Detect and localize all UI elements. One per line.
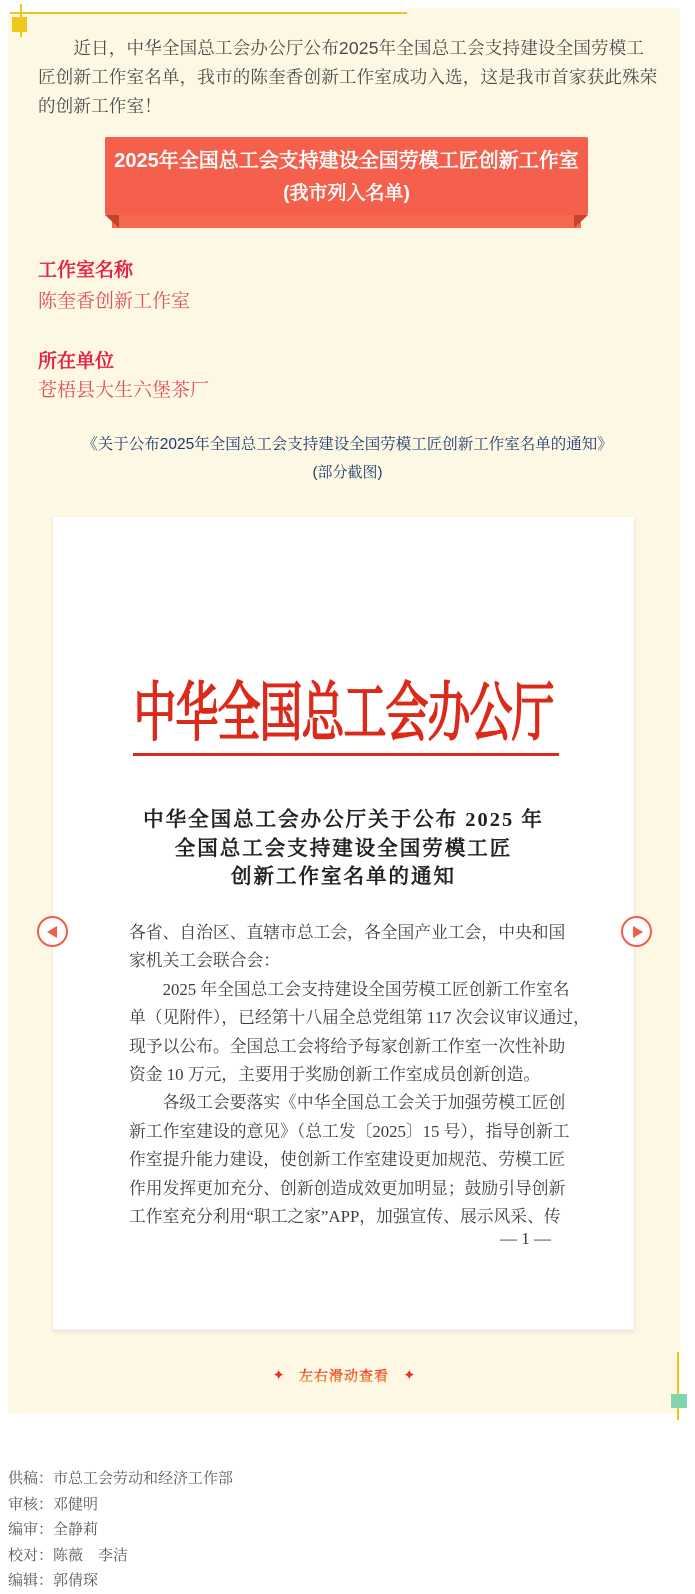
text-line: 家机关工会联合会： bbox=[129, 951, 281, 971]
page-number: — 1 — bbox=[500, 1229, 551, 1248]
diamond-icon-right: ✦ bbox=[403, 1367, 416, 1384]
text-line: 各省、自治区、直辖市总工会，各全国产业工会，中央和国 bbox=[129, 923, 566, 942]
banner-line-1: 2025年全国总工会支持建设全国劳模工匠创新工作室 bbox=[114, 149, 579, 172]
document-caption-title: 《关于公布2025年全国总工会支持建设全国劳模工匠创新工作室名单的通知》 bbox=[82, 436, 613, 453]
top-left-yellow-square bbox=[12, 17, 27, 32]
banner-ribbon-strip bbox=[112, 215, 581, 228]
unit-value: 苍梧县大生六堡茶厂 bbox=[38, 380, 210, 401]
next-button[interactable] bbox=[621, 916, 652, 947]
text-line: 近日，中华全国总工会办公厅公布2025年全国总工会支持建设全国劳模工 bbox=[38, 38, 645, 58]
unit-label: 所在单位 bbox=[38, 351, 115, 372]
document-masthead: 中华全国总工会办公厅 bbox=[133, 678, 554, 750]
workshop-name-label: 工作室名称 bbox=[38, 260, 134, 281]
text-line: 编审：全静莉 bbox=[8, 1521, 99, 1539]
footer-credits bbox=[8, 1466, 233, 1594]
banner-line-2: (我市列入名单) bbox=[283, 182, 410, 204]
top-left-horizontal-line bbox=[10, 12, 407, 14]
diamond-icon-left: ✦ bbox=[272, 1367, 285, 1384]
text-line: 资金 10 万元，主要用于奖励创新工作室成员创新创造。 bbox=[129, 1065, 541, 1085]
text-line: 匠创新工作室名单，我市的陈奎香创新工作室成功入选，这是我市首家获此殊荣 bbox=[38, 67, 658, 87]
document-masthead-wrap bbox=[53, 675, 634, 750]
left-arrow-icon bbox=[47, 926, 57, 938]
text-line: 现予以公布。全国总工会将给予每家创新工作室一次性补助 bbox=[129, 1036, 566, 1056]
swipe-hint-text: 左右滑动查看 bbox=[299, 1368, 389, 1384]
text-line: 审核：邓健明 bbox=[8, 1495, 99, 1513]
text-line: 供稿：市总工会劳动和经济工作部 bbox=[8, 1470, 234, 1487]
bottom-right-teal-square bbox=[671, 1394, 687, 1408]
text-line: 的创新工作室！ bbox=[38, 96, 162, 116]
text-line: 全国总工会支持建设全国劳模工匠 bbox=[174, 837, 513, 860]
prev-button[interactable] bbox=[37, 916, 68, 947]
text-line: 工作室充分利用“职工之家”APP，加强宣传、展示风采、传 bbox=[129, 1207, 561, 1227]
text-line: 中华全国总工会办公厅关于公布 2025 年 bbox=[143, 809, 544, 831]
document-title bbox=[53, 806, 634, 892]
intro-paragraph bbox=[38, 34, 662, 121]
text-line: 作用发挥更加充分、创新创造成效更加明显；鼓励引导创新 bbox=[129, 1178, 566, 1198]
text-line: 作室提升能力建设，使创新工作室建设更加规范、劳模工匠 bbox=[129, 1150, 566, 1170]
right-arrow-icon bbox=[633, 926, 643, 938]
notice-image-slide[interactable] bbox=[53, 517, 634, 1331]
document-body bbox=[129, 919, 590, 1231]
document-caption-note: (部分截图) bbox=[312, 464, 383, 481]
text-line: 单（见附件），已经第十八届全总党组第 117 次会议审议通过， bbox=[129, 1008, 590, 1028]
text-line: 新工作室建设的意见》（总工发〔2025〕15 号），指导创新工 bbox=[129, 1121, 570, 1141]
text-line: 创新工作室名单的通知 bbox=[231, 866, 456, 888]
bottom-right-vertical-line bbox=[677, 1352, 679, 1420]
text-line: 2025 年全国总工会支持建设全国劳模工匠创新工作室名 bbox=[129, 979, 570, 999]
masthead-underline bbox=[133, 753, 559, 756]
swipe-hint bbox=[8, 1366, 680, 1386]
text-line: 编辑：郭倩琛 bbox=[8, 1572, 99, 1590]
workshop-name-value: 陈奎香创新工作室 bbox=[38, 291, 191, 312]
text-line: 校对：陈薇 李洁 bbox=[8, 1546, 129, 1564]
text-line: 各级工会要落实《中华全国总工会关于加强劳模工匠创 bbox=[129, 1093, 566, 1113]
title-banner bbox=[105, 137, 588, 215]
